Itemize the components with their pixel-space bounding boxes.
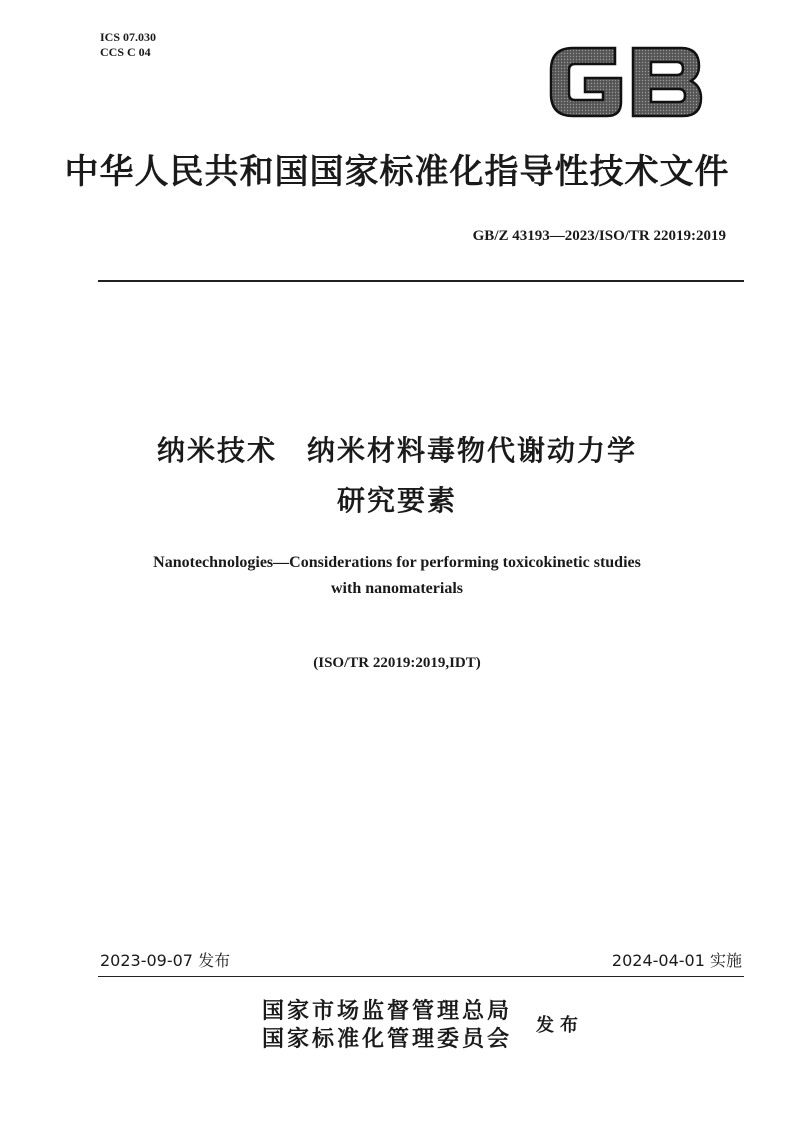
issue-date: 2023-09-07 发布 xyxy=(100,951,231,970)
ics-code: ICS 07.030 xyxy=(100,30,157,44)
document-type-heading: 中华人民共和国国家标准化指导性技术文件 xyxy=(64,152,730,192)
title-english-line1: Nanotechnologies—Considerations for performing toxicokinetic studies xyxy=(153,554,641,571)
publish-label: 发布 xyxy=(536,1015,584,1035)
issuer-line2: 国家标准化管理委员会 xyxy=(262,1026,513,1051)
adoption-note: (ISO/TR 22019:2019,IDT) xyxy=(313,655,481,671)
title-chinese-line2: 研究要素 xyxy=(336,484,457,517)
issuer-line1: 国家市场监督管理总局 xyxy=(262,998,513,1023)
footer-divider xyxy=(98,976,744,977)
gb-logo xyxy=(545,40,705,124)
header-divider xyxy=(98,280,744,282)
implementation-date: 2024-04-01 实施 xyxy=(611,951,742,970)
title-english-line2: with nanomaterials xyxy=(331,580,463,597)
ccs-code: CCS C 04 xyxy=(100,45,151,59)
standard-number: GB/Z 43193—2023/ISO/TR 22019:2019 xyxy=(472,228,726,244)
title-chinese-line1: 纳米技术 纳米材料毒物代谢动力学 xyxy=(156,434,637,467)
